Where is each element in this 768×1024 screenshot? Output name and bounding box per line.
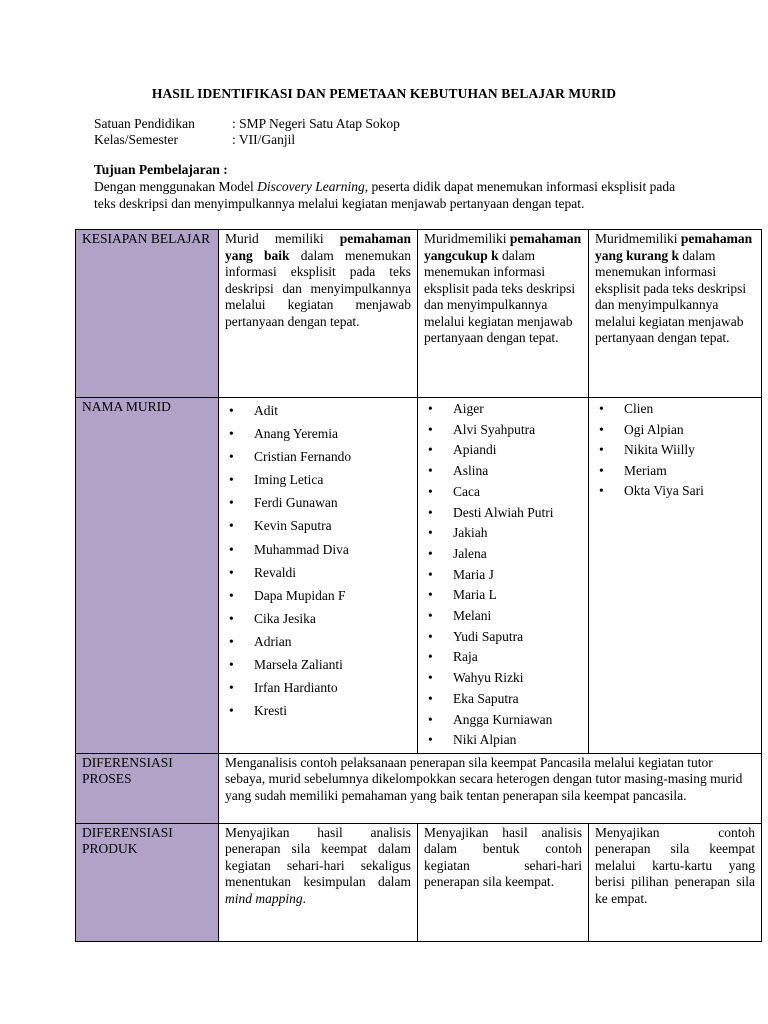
bullet-icon: • [229,633,234,649]
meta-value: : SMP Negeri Satu Atap Sokop [232,116,400,131]
document-title: HASIL IDENTIFIKASI DAN PEMETAAN KEBUTUHAN BELAJAR MURID [151,86,617,101]
header-kesiapan: KESIAPAN BELAJAR [76,230,219,398]
student-name: Irfan Hardianto [254,680,338,696]
bullet-icon: • [229,403,234,418]
student-name: Niki Alpian [453,732,517,748]
bullet-icon: • [229,680,234,696]
bullet-icon: • [599,483,604,498]
list-item [424,730,582,751]
proses-text: Menganalisis contoh pelaksanaan penerapan sila keempat Pancasila melalui kegiatan tutor sebaya, murid sebelumnya dikelompokkan secara heterogen dengan tutor masing-masing murid yang sudah memiliki pemahaman yang baik tentan penerapan sila keempat pancasila. [219,753,762,823]
kesiapan-cukup-pre: Muridmemiliki [424,231,510,246]
name-list-cukup [424,399,582,751]
produk-baik-italic: mind mapping [225,890,303,906]
meta-value: : VII/Ganjil [232,132,296,147]
student-name: Adit [254,403,279,418]
list-item [424,627,582,648]
list-item [595,399,755,420]
list-item [225,538,411,561]
produk-baik-pre: Menyajikan hasil analisis penerapan sila keempat dalam kegiatan sehari-hari sekaligus menentukan kesimpulan dalam [225,824,411,890]
bullet-icon: • [428,525,433,541]
list-item [595,420,755,441]
list-item [424,482,582,503]
list-item [225,422,411,445]
list-item [225,630,411,653]
student-name: Cristian Fernando [254,449,352,465]
bullet-icon: • [229,426,234,442]
bullet-icon: • [428,545,433,561]
student-name: Caca [453,483,480,499]
student-name: Kresti [254,703,287,719]
list-item [424,461,582,482]
bullet-icon: • [428,732,433,748]
student-name: Clien [624,401,654,416]
list-item [225,607,411,630]
student-name: Jakiah [453,525,488,541]
produk-kurang: Menyajikan contoh penerapan sila keempat melalui kartu-kartu yang berisi pilihan penerapan sila ke empat. [589,823,762,941]
list-item [424,399,582,420]
list-item [424,710,582,731]
bullet-icon: • [229,564,234,580]
bullet-icon: • [428,649,433,665]
student-name: Maria L [453,587,497,603]
list-item [595,481,755,502]
student-name: Adrian [254,633,292,649]
kesiapan-cukup-post: dalam menemukan informasi eksplisit pada teks deskripsi dan menyimpulkannya melalui kegiatan menjawab pertanyaan dengan tepat. [424,247,576,345]
produk-cukup: Menyajikan hasil analisis dalam bentuk contoh kegiatan sehari-hari penerapan sila keempat. [418,823,589,941]
list-item [225,399,411,422]
kesiapan-kurang-pre: Muridmemiliki [595,231,681,246]
list-item [225,653,411,676]
list-item [225,514,411,537]
kesiapan-baik [219,230,418,398]
name-list-kurang [595,399,755,502]
list-item [595,440,755,461]
tujuan-text [94,179,694,212]
produk-baik [219,823,418,941]
bullet-icon: • [428,483,433,499]
list-item [424,503,582,524]
bullet-icon: • [599,462,604,478]
tujuan-text-after: peserta didik dapat menemukan informasi eksplisit pada teks deskripsi dan menyimpulkannya melalui kegiatan menjawab pertanyaan dengan tepat. [94,179,676,211]
student-name: Revaldi [254,564,296,580]
kesiapan-kurang-bold: pemahaman yang kurang k [595,231,753,263]
row-produk [76,823,762,941]
bullet-icon: • [599,401,604,416]
kesiapan-baik-bold: pemahaman yang baik [225,231,411,263]
student-name: Yudi Saputra [453,628,524,644]
student-name: Aiger [453,401,484,416]
list-item [424,565,582,586]
student-name: Okta Viya Sari [624,483,704,498]
bullet-icon: • [428,421,433,437]
list-item [424,544,582,565]
list-item [225,491,411,514]
list-item [424,420,582,441]
produk-baik-post: . [302,890,306,906]
tujuan-label: Tujuan Pembelajaran : [94,162,228,177]
bullet-icon: • [428,628,433,644]
bullet-icon: • [428,608,433,624]
kesiapan-cukup-bold: pemahaman yangcukup k [424,231,582,263]
list-item [225,699,411,722]
list-item [225,445,411,468]
bullet-icon: • [599,442,604,457]
header-produk: DIFERENSIASI PRODUK [76,823,219,941]
nama-col-cukup [418,398,589,754]
header-proses: DIFERENSIASI PROSES [76,753,219,823]
bullet-icon: • [229,518,234,534]
bullet-icon: • [229,587,234,603]
bullet-icon: • [229,541,234,557]
student-name: Muhammad Diva [254,541,349,557]
row-proses [76,753,762,823]
bullet-icon: • [428,566,433,582]
list-item [424,668,582,689]
bullet-icon: • [428,587,433,603]
student-name: Eka Saputra [453,690,519,706]
list-item [424,585,582,606]
row-nama [76,398,762,754]
meta-kelas [94,132,295,148]
student-name: Meriam [624,462,667,478]
meta-satuan [94,116,400,132]
student-name: Melani [453,608,492,624]
student-name: Dapa Mupidan F [254,587,346,603]
tujuan-text-italic: Discovery Learning, [257,179,369,194]
header-nama: NAMA MURID [76,398,219,754]
bullet-icon: • [428,670,433,686]
bullet-icon: • [428,442,433,458]
kesiapan-kurang-post: dalam menemukan informasi eksplisit pada teks deskripsi dan menyimpulkannya melalui kegiatan menjawab pertanyaan dengan tepat. [595,247,747,345]
student-name: Jalena [453,545,487,561]
student-name: Aslina [453,463,489,479]
bullet-icon: • [428,463,433,479]
list-item [225,584,411,607]
tujuan-text-before: Dengan menggunakan Model [94,179,258,194]
list-item [424,606,582,627]
kesiapan-baik-pre: Murid memiliki [225,231,340,246]
list-item [424,523,582,544]
student-name: Marsela Zalianti [254,657,343,673]
bullet-icon: • [428,690,433,706]
student-name: Desti Alwiah Putri [453,504,554,520]
bullet-icon: • [229,610,234,626]
list-item [424,440,582,461]
bullet-icon: • [229,449,234,465]
student-name: Wahyu Rizki [453,670,524,686]
list-item [225,676,411,699]
student-name: Cika Jesika [254,610,316,626]
bullet-icon: • [599,421,604,437]
student-name: Ferdi Gunawan [254,495,338,511]
kesiapan-kurang [589,230,762,398]
nama-col-kurang [589,398,762,754]
bullet-icon: • [229,472,234,488]
student-name: Nikita Wiilly [624,442,695,457]
mapping-table [75,229,762,942]
student-name: Ogi Alpian [624,421,684,437]
student-name: Kevin Saputra [254,518,332,534]
name-list-baik [225,399,411,722]
student-name: Maria J [453,566,494,582]
kesiapan-baik-post: dalam menemukan informasi eksplisit pada teks deskripsi dan menyimpulkannya melalui kegiatan menjawab pertanyaan dengan tepat. [225,247,411,329]
list-item [225,468,411,491]
student-name: Angga Kurniawan [453,711,553,727]
bullet-icon: • [428,504,433,520]
student-name: Iming Letica [254,472,324,488]
row-kesiapan [76,230,762,398]
list-item [424,647,582,668]
bullet-icon: • [229,495,234,511]
bullet-icon: • [229,703,234,719]
kesiapan-cukup [418,230,589,398]
student-name: Alvi Syahputra [453,421,536,437]
student-name: Raja [453,649,478,665]
student-name: Apiandi [453,442,497,458]
meta-label: Satuan Pendidikan [94,116,195,131]
list-item [595,461,755,482]
bullet-icon: • [229,657,234,673]
student-name: Anang Yeremia [254,426,338,442]
bullet-icon: • [428,401,433,416]
meta-label: Kelas/Semester [94,132,178,147]
nama-col-baik [219,398,418,754]
list-item [225,561,411,584]
bullet-icon: • [428,711,433,727]
list-item [424,689,582,710]
